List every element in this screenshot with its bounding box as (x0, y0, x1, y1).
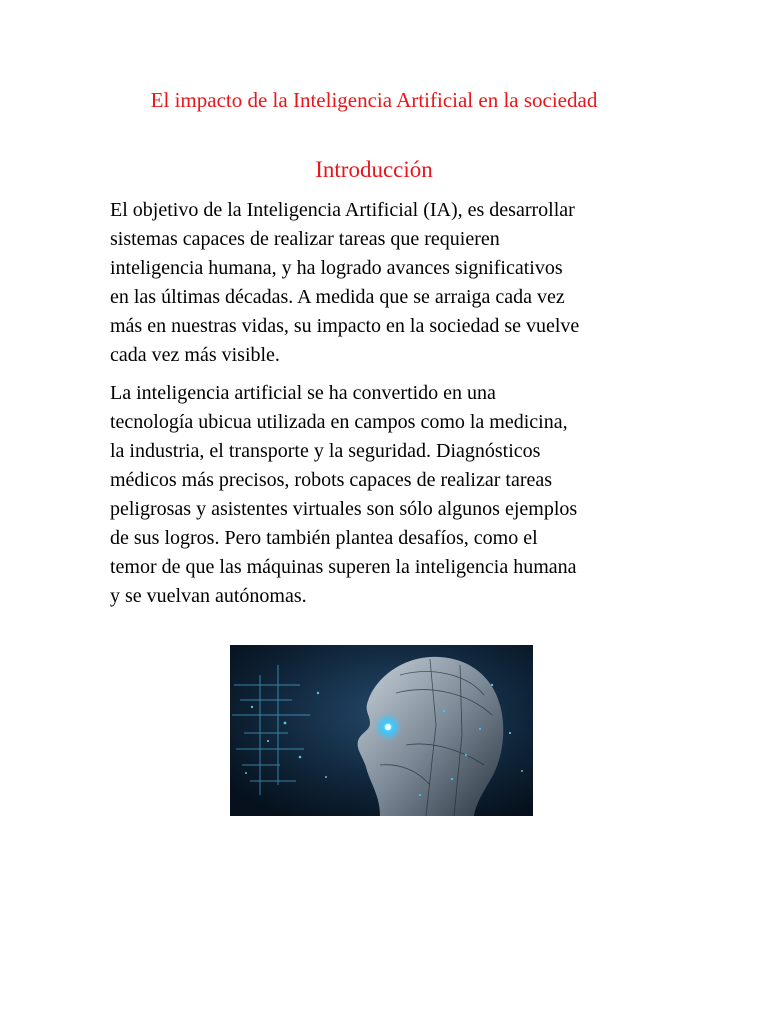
paragraph-2 (110, 379, 666, 611)
paragraph-line: El objetivo de la Inteligencia Artificial (IA), es desarrollar (110, 199, 575, 221)
paragraph-line: de sus logros. Pero también plantea desafíos, como el (110, 527, 538, 549)
paragraph-line: más en nuestras vidas, su impacto en la sociedad se vuelve (110, 315, 580, 337)
paragraph-line: La inteligencia artificial se ha convertido en una (110, 382, 496, 404)
paragraph-line: sistemas capaces de realizar tareas que requieren (110, 228, 500, 250)
ai-robot-head-image (230, 645, 533, 816)
paragraph-line: la industria, el transporte y la seguridad. Diagnósticos (110, 440, 541, 462)
paragraph-line: inteligencia humana, y ha logrado avances significativos (110, 257, 563, 279)
paragraph-line: médicos más precisos, robots capaces de realizar tareas (110, 469, 553, 491)
paragraph-line: tecnología ubicua utilizada en campos como la medicina, (110, 411, 568, 433)
paragraph-line: cada vez más visible. (110, 344, 280, 366)
ai-robot-illustration (230, 645, 533, 816)
section-heading-introduccion: Introducción (315, 157, 433, 182)
paragraph-line: peligrosas y asistentes virtuales son sólo algunos ejemplos (110, 498, 578, 520)
paragraph-line: temor de que las máquinas superen la inteligencia humana (110, 556, 577, 578)
paragraph-line: en las últimas décadas. A medida que se arraiga cada vez (110, 286, 565, 308)
paragraph-line: y se vuelvan autónomas. (110, 585, 307, 607)
paragraph-1 (110, 196, 666, 370)
document-title: El impacto de la Inteligencia Artificial en la sociedad (150, 88, 598, 112)
